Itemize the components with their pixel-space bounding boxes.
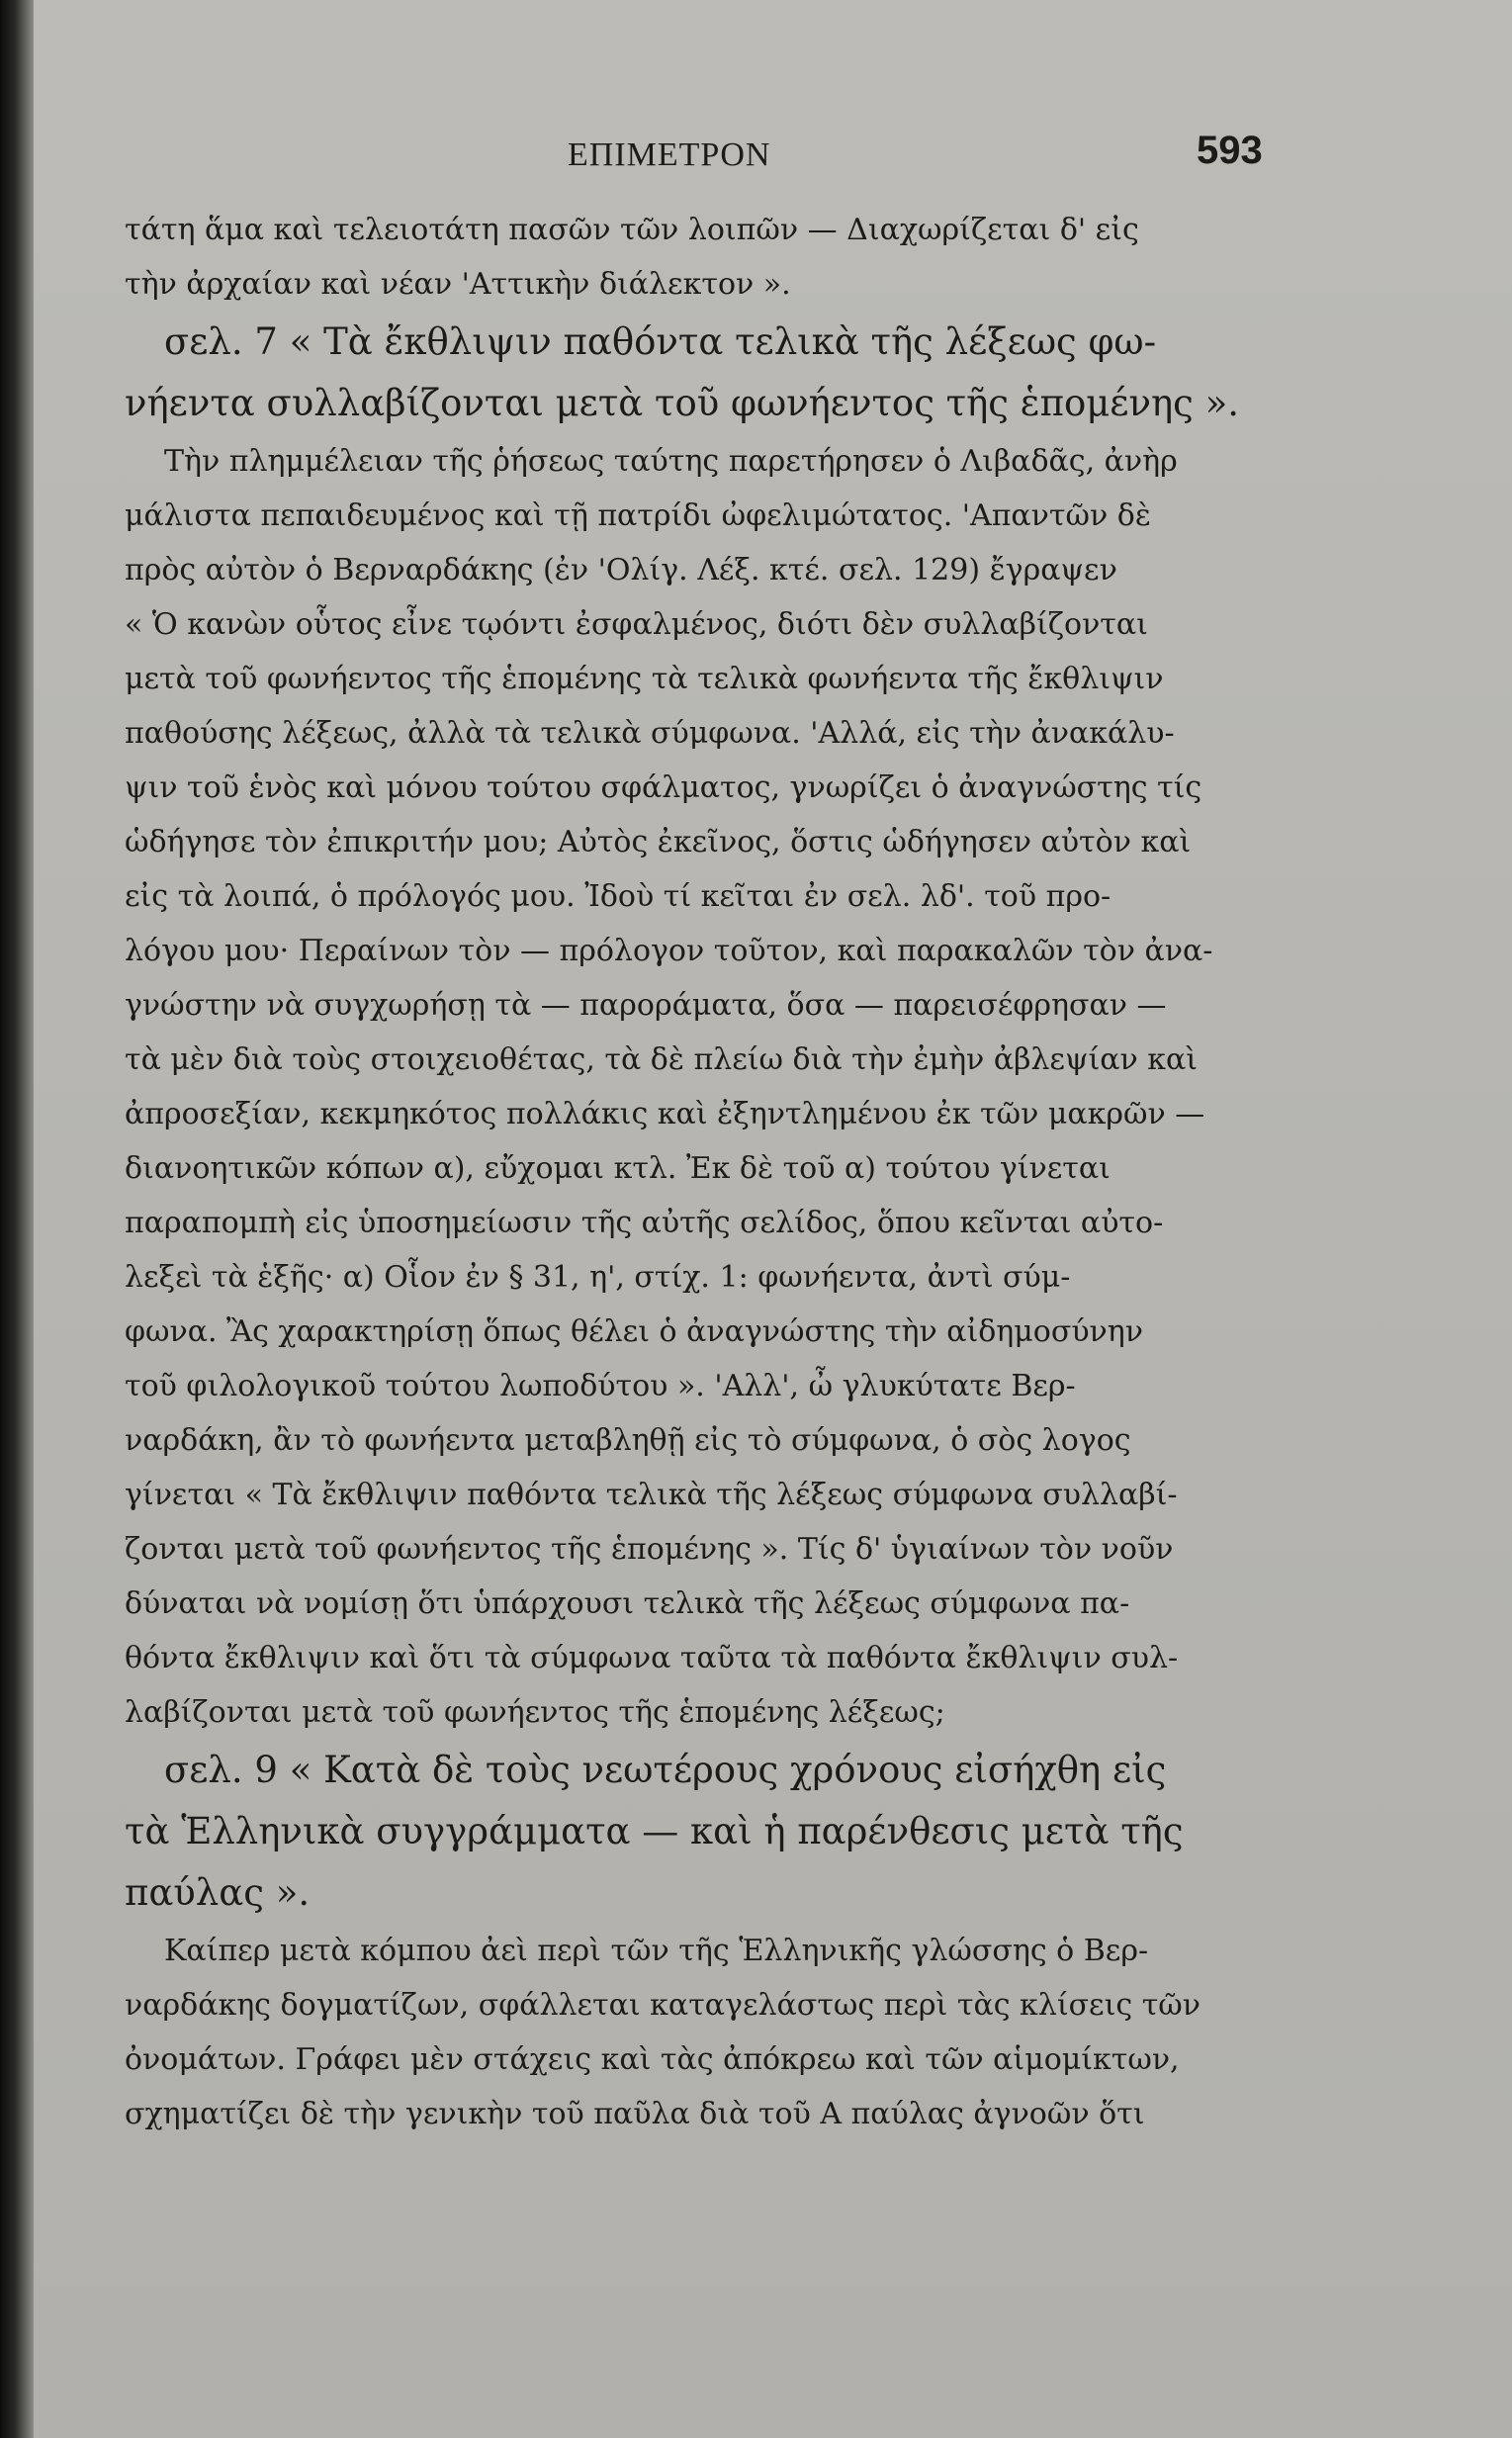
text-line: ζονται μετὰ τοῦ φωνήεντος τῆς ἑπομένης ». Τίς δ' ὑγιαίνων τὸν νοῦν xyxy=(125,1532,1174,1567)
text-line: γίνεται « Τὰ ἔκθλιψιν παθόντα τελικὰ τῆς λέξεως σύμφωνα συλλαβί- xyxy=(125,1478,1178,1512)
text-line: διανοητικῶν κόπων α), εὔχομαι κτλ. Ἐκ δὲ τοῦ α) τούτου γίνεται xyxy=(125,1151,1111,1186)
page-header xyxy=(34,129,1512,188)
text-line: λαβίζονται μετὰ τοῦ φωνήεντος τῆς ἑπομένης λέξεως; xyxy=(125,1695,945,1730)
text-line: τὴν ἀρχαίαν καὶ νέαν 'Αττικὴν διάλεκτον ». xyxy=(125,267,791,302)
text-line: ἀπροσεξίαν, κεκμηκότος πολλάκις καὶ ἐξηντλημένου ἐκ τῶν μακρῶν — xyxy=(125,1097,1205,1131)
text-line: δύναται νὰ νομίσῃ ὅτι ὑπάρχουσι τελικὰ τῆς λέξεως σύμφωνα πα- xyxy=(125,1586,1130,1621)
text-line: εἰς τὰ λοιπά, ὁ πρόλογός μου. Ἰδοὺ τί κεῖται ἐν σελ. λδ'. τοῦ προ- xyxy=(125,879,1112,914)
text-line: τὰ μὲν διὰ τοὺς στοιχειοθέτας, τὰ δὲ πλείω διὰ τὴν ἐμὴν ἀβλεψίαν καὶ xyxy=(125,1042,1199,1077)
text-line: λόγου μου· Περαίνων τὸν — πρόλογον τοῦτον, καὶ παρακαλῶν τὸν ἀνα- xyxy=(125,934,1213,968)
text-line: νήεντα συλλαβίζονται μετὰ τοῦ φωνήεντος τῆς ἑπομένης ». xyxy=(125,382,1240,424)
text-line: τοῦ φιλολογικοῦ τούτου λωποδύτου ». 'Αλλ', ὦ γλυκύτατε Βερ- xyxy=(125,1369,1076,1403)
text-line: μετὰ τοῦ φωνήεντος τῆς ἑπομένης τὰ τελικὰ φωνήεντα τῆς ἔκθλιψιν xyxy=(125,662,1164,696)
text-line: τάτη ἅμα καὶ τελειοτάτη πασῶν τῶν λοιπῶν — Διαχωρίζεται δ' εἰς xyxy=(125,213,1139,247)
body-text xyxy=(125,203,1311,2141)
book-spine-shadow xyxy=(0,0,34,2438)
text-line: « Ὁ κανὼν οὗτος εἶνε τῳόντι ἐσφαλμένος, διότι δὲν συλλαβίζονται xyxy=(125,607,1148,642)
text-line: ναρδάκη, ἂν τὸ φωνήεντα μεταβληθῇ εἰς τὸ σύμφωνα, ὁ σὸς λογος xyxy=(125,1423,1131,1458)
text-line: Καίπερ μετὰ κόμπου ἀεὶ περὶ τῶν τῆς Ἑλληνικῆς γλώσσης ὁ Βερ- xyxy=(164,1934,1149,1968)
text-line: μάλιστα πεπαιδευμένος καὶ τῇ πατρίδι ὠφελιμώτατος. 'Απαντῶν δὲ xyxy=(125,498,1151,533)
text-line: φωνα. Ἂς χαρακτηρίσῃ ὅπως θέλει ὁ ἀναγνώστης τὴν αἰδημοσύνην xyxy=(125,1314,1144,1349)
text-line: λεξεὶ τὰ ἑξῆς· α) Οἷον ἐν § 31, η', στίχ. 1: φωνήεντα, ἀντὶ σύμ- xyxy=(125,1260,1071,1295)
text-line: Τὴν πλημμέλειαν τῆς ῥήσεως ταύτης παρετήρησεν ὁ Λιβαδᾶς, ἀνὴρ xyxy=(164,444,1178,479)
text-line: γνώστην νὰ συγχωρήσῃ τὰ — παροράματα, ὅσα — παρεισέφρησαν — xyxy=(125,988,1167,1023)
text-line: παραπομπὴ εἰς ὑποσημείωσιν τῆς αὐτῆς σελίδος, ὅπου κεῖνται αὐτο- xyxy=(125,1206,1164,1240)
text-line: θόντα ἔκθλιψιν καὶ ὅτι τὰ σύμφωνα ταῦτα τὰ παθόντα ἔκθλιψιν συλ- xyxy=(125,1641,1179,1675)
text-line: σελ. 7 « Τὰ ἔκθλιψιν παθόντα τελικὰ τῆς λέξεως φω- xyxy=(164,320,1157,363)
text-line: παθούσης λέξεως, ἀλλὰ τὰ τελικὰ σύμφωνα. 'Αλλά, εἰς τὴν ἀνακάλυ- xyxy=(125,716,1175,751)
text-line: παύλας ». xyxy=(125,1871,311,1914)
running-head: ΕΠΙΜΕΤΡΟΝ xyxy=(568,136,771,173)
text-line: σελ. 9 « Κατὰ δὲ τοὺς νεωτέρους χρόνους εἰσήχθη εἰς xyxy=(164,1749,1167,1791)
text-line: ὀνομάτων. Γράφει μὲν στάχεις καὶ τὰς ἀπόκρεω καὶ τῶν αἱμομίκτων, xyxy=(125,2042,1180,2077)
text-line: πρὸς αὐτὸν ὁ Βερναρδάκης (ἐν 'Ολίγ. Λέξ. κτέ. σελ. 129) ἔγραψεν xyxy=(125,553,1117,587)
book-page xyxy=(34,0,1512,2438)
text-line: ναρδάκης δογματίζων, σφάλλεται καταγελάστως περὶ τὰς κλίσεις τῶν xyxy=(125,1988,1201,2023)
text-line: σχηματίζει δὲ τὴν γενικὴν τοῦ παῦλα διὰ τοῦ Α παύλας ἀγνοῶν ὅτι xyxy=(125,2097,1145,2131)
text-line: ὡδήγησε τὸν ἐπικριτήν μου; Αὐτὸς ἐκεῖνος, ὅστις ὡδήγησεν αὐτὸν καὶ xyxy=(125,825,1192,859)
page-number: 593 xyxy=(1197,129,1263,172)
text-line: ψιν τοῦ ἑνὸς καὶ μόνου τούτου σφάλματος, γνωρίζει ὁ ἀναγνώστης τίς xyxy=(125,770,1202,805)
text-line: τὰ Ἑλληνικὰ συγγράμματα — καὶ ἡ παρένθεσις μετὰ τῆς xyxy=(125,1810,1184,1852)
